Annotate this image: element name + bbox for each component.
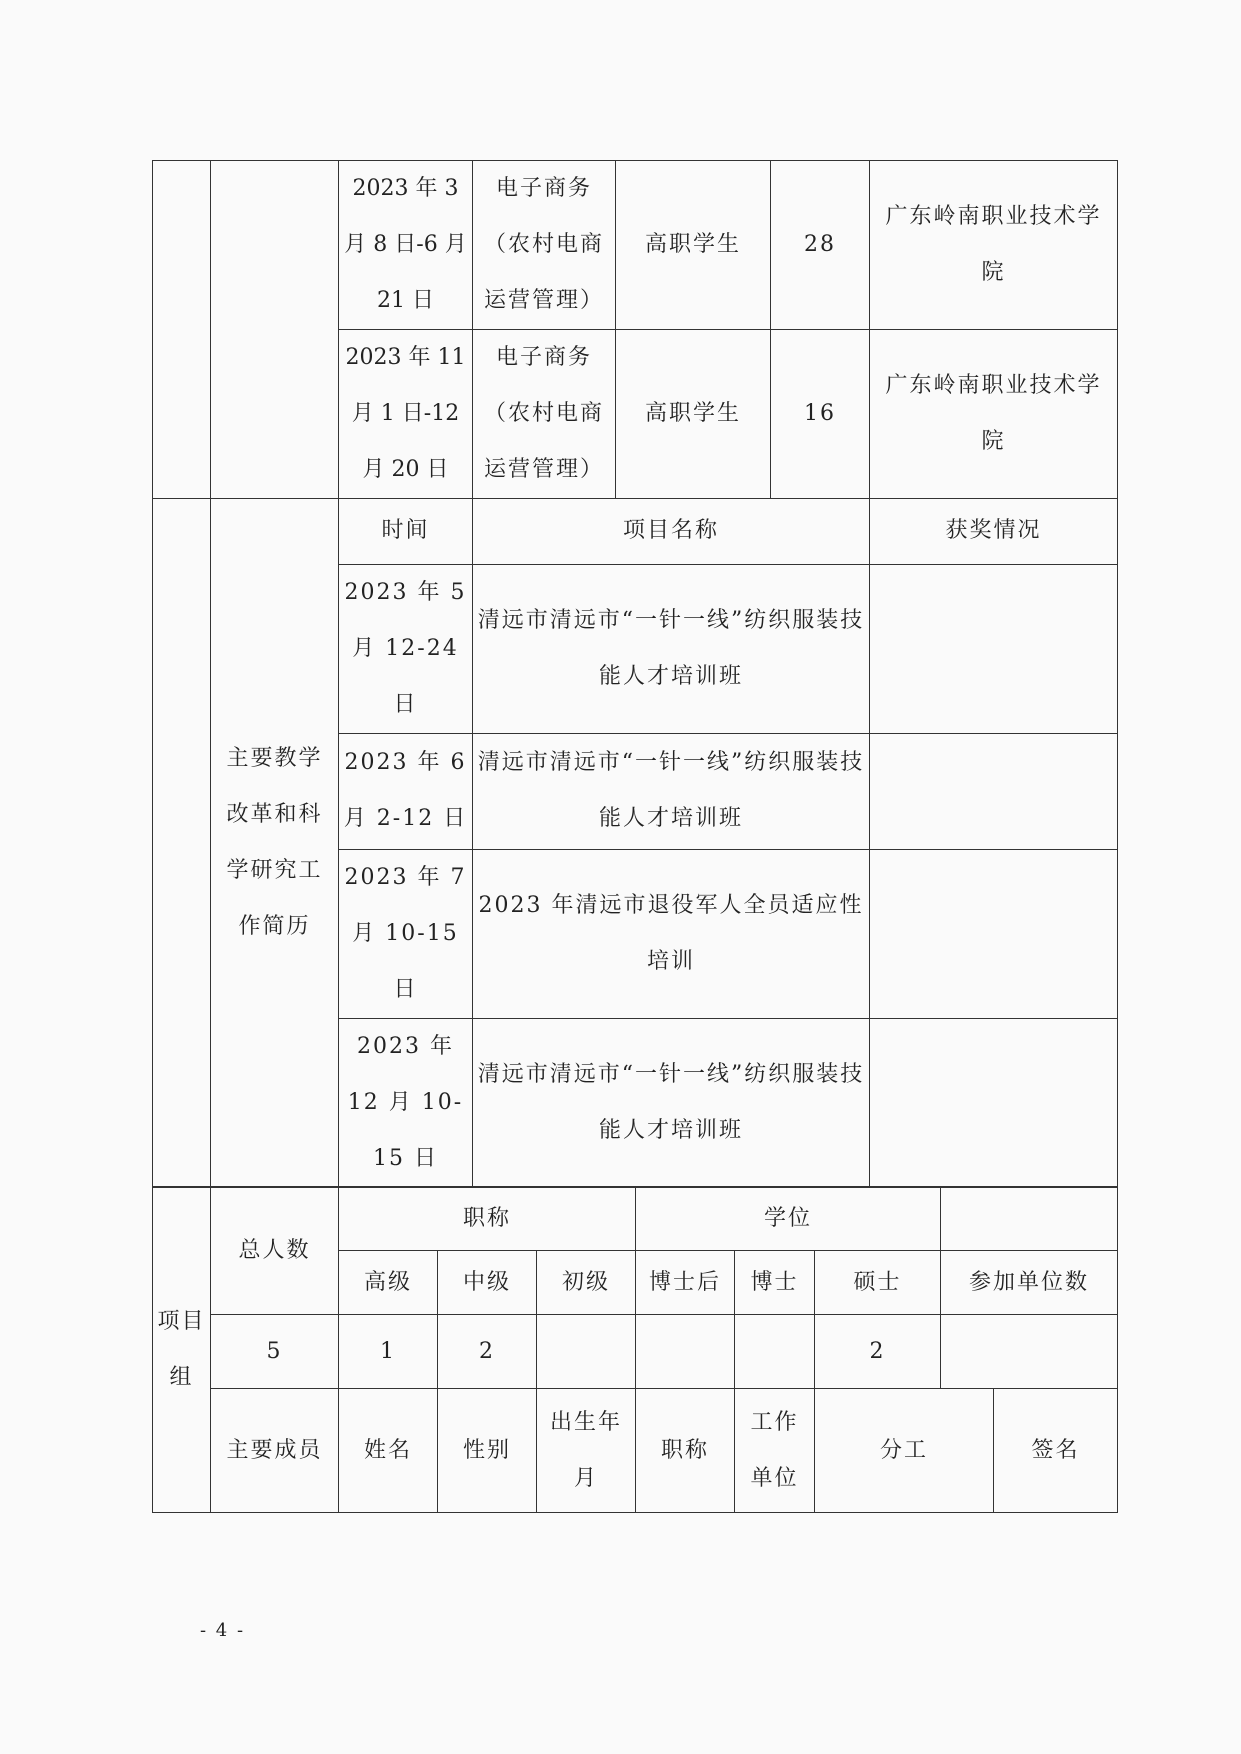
research-time: 2023 年 7 月 10-15 日 [339, 849, 473, 1018]
member-title-header: 职称 [636, 1389, 735, 1513]
col-master: 硕士 [815, 1251, 941, 1315]
member-unit-header: 工作单位 [735, 1389, 815, 1513]
section-blank-cell [211, 161, 339, 499]
value-master: 2 [815, 1315, 941, 1389]
training-row [153, 161, 1118, 330]
research-project: 清远市清远市“一针一线”纺织服装技能人才培训班 [473, 1018, 870, 1187]
training-school: 广东岭南职业技术学院 [870, 330, 1118, 499]
value-middle: 2 [438, 1315, 537, 1389]
member-sign-header: 签名 [994, 1389, 1118, 1513]
total-label: 总人数 [211, 1187, 339, 1315]
value-total: 5 [211, 1315, 339, 1389]
training-time: 2023 年 11 月 1 日-12 月 20 日 [339, 330, 473, 499]
research-project: 清远市清远市“一针一线”纺织服装技能人才培训班 [473, 564, 870, 733]
research-time: 2023 年 6 月 2-12 日 [339, 733, 473, 849]
col-middle: 中级 [438, 1251, 537, 1315]
member-name-header: 姓名 [339, 1389, 438, 1513]
training-target: 高职学生 [616, 161, 771, 330]
training-count: 28 [771, 161, 870, 330]
application-form [152, 160, 1117, 1513]
research-award [870, 564, 1118, 733]
training-major: 电子商务（农村电商运营管理） [473, 330, 616, 499]
training-table [152, 160, 1118, 499]
research-project: 2023 年清远市退役军人全员适应性培训 [473, 849, 870, 1018]
blank-header-cell [941, 1187, 1118, 1251]
team-table [152, 1186, 1118, 1513]
member-birth-header: 出生年月 [537, 1389, 636, 1513]
value-units [941, 1315, 1118, 1389]
value-postdoc [636, 1315, 735, 1389]
col-phd: 博士 [735, 1251, 815, 1315]
value-senior: 1 [339, 1315, 438, 1389]
team-label: 项目组 [153, 1187, 211, 1513]
left-blank-cell [153, 161, 211, 499]
research-table [152, 498, 1118, 1188]
col-senior: 高级 [339, 1251, 438, 1315]
col-postdoc: 博士后 [636, 1251, 735, 1315]
training-target: 高职学生 [616, 330, 771, 499]
header-award: 获奖情况 [870, 498, 1118, 564]
left-blank-cell [153, 498, 211, 1187]
training-major: 电子商务（农村电商运营管理） [473, 161, 616, 330]
training-time: 2023 年 3 月 8 日-6 月 21 日 [339, 161, 473, 330]
header-time: 时间 [339, 498, 473, 564]
research-award [870, 849, 1118, 1018]
page-number: - 4 - [200, 1620, 246, 1641]
training-school: 广东岭南职业技术学院 [870, 161, 1118, 330]
research-time: 2023 年 12 月 10-15 日 [339, 1018, 473, 1187]
member-gender-header: 性别 [438, 1389, 537, 1513]
value-junior [537, 1315, 636, 1389]
degree-label: 学位 [636, 1187, 941, 1251]
research-award [870, 1018, 1118, 1187]
member-role-header: 分工 [815, 1389, 994, 1513]
header-project: 项目名称 [473, 498, 870, 564]
value-phd [735, 1315, 815, 1389]
research-time: 2023 年 5 月 12-24 日 [339, 564, 473, 733]
training-count: 16 [771, 330, 870, 499]
research-section-label: 主要教学改革和科学研究工作简历 [211, 498, 339, 1187]
col-junior: 初级 [537, 1251, 636, 1315]
research-award [870, 733, 1118, 849]
col-units: 参加单位数 [941, 1251, 1118, 1315]
research-project: 清远市清远市“一针一线”纺织服装技能人才培训班 [473, 733, 870, 849]
members-label: 主要成员 [211, 1389, 339, 1513]
title-label: 职称 [339, 1187, 636, 1251]
